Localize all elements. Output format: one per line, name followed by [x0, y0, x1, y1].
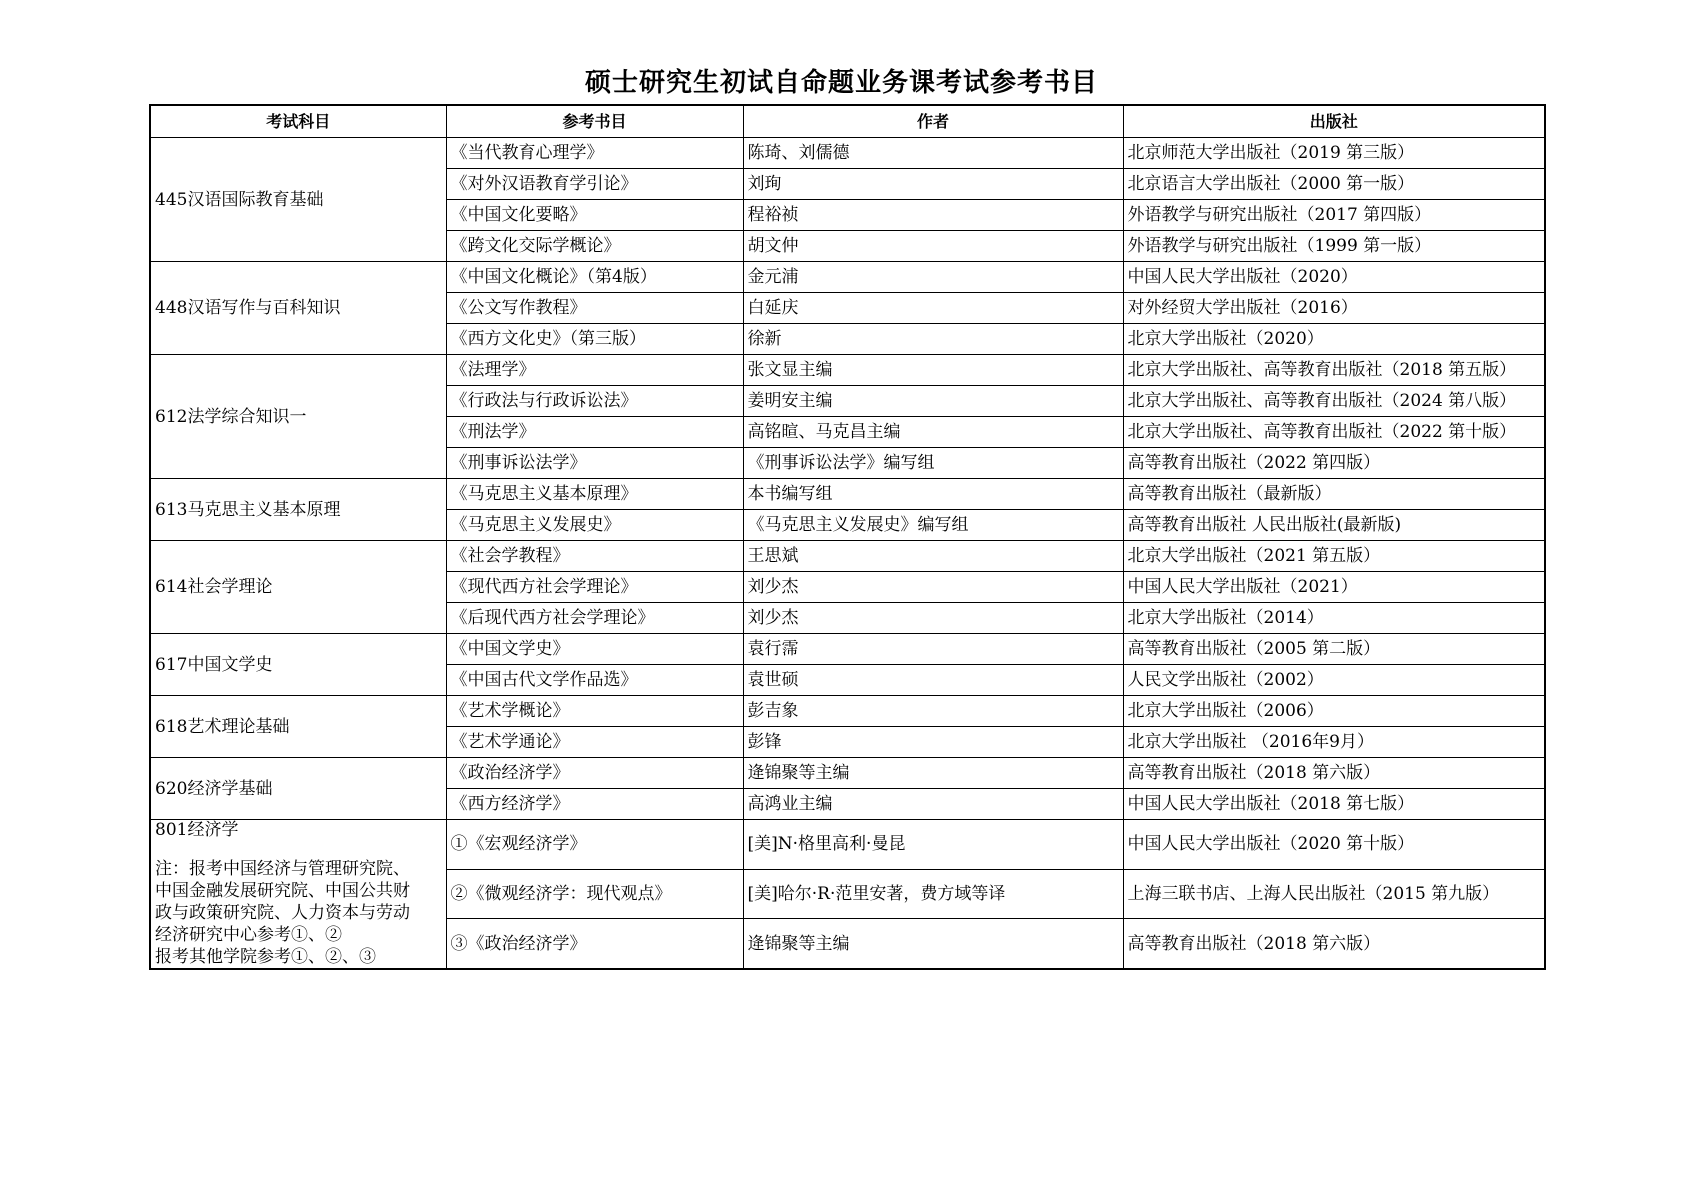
author-cell: 张文显主编 — [743, 355, 1123, 386]
publisher-cell: 北京大学出版社、高等教育出版社（2022 第十版） — [1123, 417, 1545, 448]
subject-801-title: 801经济学 — [155, 820, 239, 840]
table-row — [150, 138, 1545, 169]
publisher-cell: 北京大学出版社（2014） — [1123, 603, 1545, 634]
table-row — [150, 820, 1545, 870]
publisher-cell: 北京大学出版社、高等教育出版社（2018 第五版） — [1123, 355, 1545, 386]
author-cell: 刘少杰 — [743, 603, 1123, 634]
table-row — [150, 479, 1545, 510]
publisher-cell: 北京师范大学出版社（2019 第三版） — [1123, 138, 1545, 169]
header-book: 参考书目 — [446, 105, 743, 138]
author-cell: 高鸿业主编 — [743, 789, 1123, 820]
author-cell: 本书编写组 — [743, 479, 1123, 510]
book-cell: ①《宏观经济学》 — [446, 820, 743, 870]
table-row — [150, 696, 1545, 727]
book-cell: 《跨文化交际学概论》 — [446, 231, 743, 262]
subject-cell: 617中国文学史 — [150, 634, 446, 696]
table-header-row — [150, 105, 1545, 138]
publisher-cell: 北京语言大学出版社（2000 第一版） — [1123, 169, 1545, 200]
author-cell: 逄锦聚等主编 — [743, 919, 1123, 969]
publisher-cell: 北京大学出版社（2020） — [1123, 324, 1545, 355]
book-cell: 《政治经济学》 — [446, 758, 743, 789]
book-cell: 《中国文学史》 — [446, 634, 743, 665]
subject-cell: 613马克思主义基本原理 — [150, 479, 446, 541]
document-title: 硕士研究生初试自命题业务课考试参考书目 — [584, 68, 1098, 98]
book-cell: 《社会学教程》 — [446, 541, 743, 572]
table-body — [150, 138, 1545, 970]
author-cell: 高铭暄、马克昌主编 — [743, 417, 1123, 448]
author-cell: 王思斌 — [743, 541, 1123, 572]
header-author: 作者 — [743, 105, 1123, 138]
author-cell: 徐新 — [743, 324, 1123, 355]
reference-book-table — [149, 104, 1546, 970]
book-cell: ③《政治经济学》 — [446, 919, 743, 969]
author-cell: [美]N·格里高利·曼昆 — [743, 820, 1123, 870]
publisher-cell: 高等教育出版社（最新版） — [1123, 479, 1545, 510]
book-cell: 《中国文化要略》 — [446, 200, 743, 231]
book-cell: 《艺术学通论》 — [446, 727, 743, 758]
book-cell: 《现代西方社会学理论》 — [446, 572, 743, 603]
book-cell: 《法理学》 — [446, 355, 743, 386]
publisher-cell: 北京大学出版社、高等教育出版社（2024 第八版） — [1123, 386, 1545, 417]
author-cell: 袁世硕 — [743, 665, 1123, 696]
subject-cell: 614社会学理论 — [150, 541, 446, 634]
book-cell: 《刑事诉讼法学》 — [446, 448, 743, 479]
book-cell: 《公文写作教程》 — [446, 293, 743, 324]
publisher-cell: 对外经贸大学出版社（2016） — [1123, 293, 1545, 324]
subject-cell: 612法学综合知识一 — [150, 355, 446, 479]
publisher-cell: 中国人民大学出版社（2020 第十版） — [1123, 820, 1545, 870]
header-subject: 考试科目 — [150, 105, 446, 138]
note-line: 报考其他学院参考①、②、③ — [155, 947, 376, 967]
book-cell: 《对外汉语教育学引论》 — [446, 169, 743, 200]
book-cell: 《行政法与行政诉讼法》 — [446, 386, 743, 417]
subject-801-note — [155, 858, 442, 968]
publisher-cell: 高等教育出版社（2005 第二版） — [1123, 634, 1545, 665]
subject-cell: 620经济学基础 — [150, 758, 446, 820]
publisher-cell: 高等教育出版社（2018 第六版） — [1123, 758, 1545, 789]
publisher-cell: 外语教学与研究出版社（2017 第四版） — [1123, 200, 1545, 231]
subject-cell-801 — [150, 820, 446, 970]
table-row — [150, 758, 1545, 789]
publisher-cell: 中国人民大学出版社（2020） — [1123, 262, 1545, 293]
subject-cell: 445汉语国际教育基础 — [150, 138, 446, 262]
author-cell: 刘少杰 — [743, 572, 1123, 603]
publisher-cell: 中国人民大学出版社（2021） — [1123, 572, 1545, 603]
author-cell: 姜明安主编 — [743, 386, 1123, 417]
note-line: 政与政策研究院、人力资本与劳动 — [155, 903, 410, 923]
subject-cell: 448汉语写作与百科知识 — [150, 262, 446, 355]
table-row — [150, 355, 1545, 386]
book-cell: 《马克思主义基本原理》 — [446, 479, 743, 510]
author-cell: 刘珣 — [743, 169, 1123, 200]
note-line: 经济研究中心参考①、② — [155, 925, 342, 945]
subject-cell: 618艺术理论基础 — [150, 696, 446, 758]
publisher-cell: 人民文学出版社（2002） — [1123, 665, 1545, 696]
table-row — [150, 541, 1545, 572]
author-cell: 陈琦、刘儒德 — [743, 138, 1123, 169]
author-cell: 彭锋 — [743, 727, 1123, 758]
author-cell: 金元浦 — [743, 262, 1123, 293]
author-cell: 袁行霈 — [743, 634, 1123, 665]
publisher-cell: 高等教育出版社（2018 第六版） — [1123, 919, 1545, 969]
table-row — [150, 634, 1545, 665]
author-cell: 《刑事诉讼法学》编写组 — [743, 448, 1123, 479]
author-cell: 白延庆 — [743, 293, 1123, 324]
book-cell: 《当代教育心理学》 — [446, 138, 743, 169]
book-cell: ②《微观经济学：现代观点》 — [446, 869, 743, 919]
book-cell: 《马克思主义发展史》 — [446, 510, 743, 541]
publisher-cell: 外语教学与研究出版社（1999 第一版） — [1123, 231, 1545, 262]
book-cell: 《西方经济学》 — [446, 789, 743, 820]
author-cell: 程裕祯 — [743, 200, 1123, 231]
publisher-cell: 北京大学出版社（2006） — [1123, 696, 1545, 727]
publisher-cell: 北京大学出版社 （2016年9月） — [1123, 727, 1545, 758]
author-cell: 彭吉象 — [743, 696, 1123, 727]
book-cell: 《中国文化概论》（第4版） — [446, 262, 743, 293]
author-cell: 胡文仲 — [743, 231, 1123, 262]
publisher-cell: 高等教育出版社 人民出版社(最新版) — [1123, 510, 1545, 541]
publisher-cell: 北京大学出版社（2021 第五版） — [1123, 541, 1545, 572]
table-row — [150, 262, 1545, 293]
publisher-cell: 中国人民大学出版社（2018 第七版） — [1123, 789, 1545, 820]
author-cell: 逄锦聚等主编 — [743, 758, 1123, 789]
book-cell: 《刑法学》 — [446, 417, 743, 448]
publisher-cell: 上海三联书店、上海人民出版社（2015 第九版） — [1123, 869, 1545, 919]
note-line: 中国金融发展研究院、中国公共财 — [155, 881, 410, 901]
book-cell: 《中国古代文学作品选》 — [446, 665, 743, 696]
book-cell: 《西方文化史》（第三版） — [446, 324, 743, 355]
header-publisher: 出版社 — [1123, 105, 1545, 138]
publisher-cell: 高等教育出版社（2022 第四版） — [1123, 448, 1545, 479]
author-cell: 《马克思主义发展史》编写组 — [743, 510, 1123, 541]
book-cell: 《艺术学概论》 — [446, 696, 743, 727]
book-cell: 《后现代西方社会学理论》 — [446, 603, 743, 634]
note-line: 注：报考中国经济与管理研究院、 — [155, 859, 410, 879]
author-cell: [美]哈尔·R·范里安著，费方域等译 — [743, 869, 1123, 919]
